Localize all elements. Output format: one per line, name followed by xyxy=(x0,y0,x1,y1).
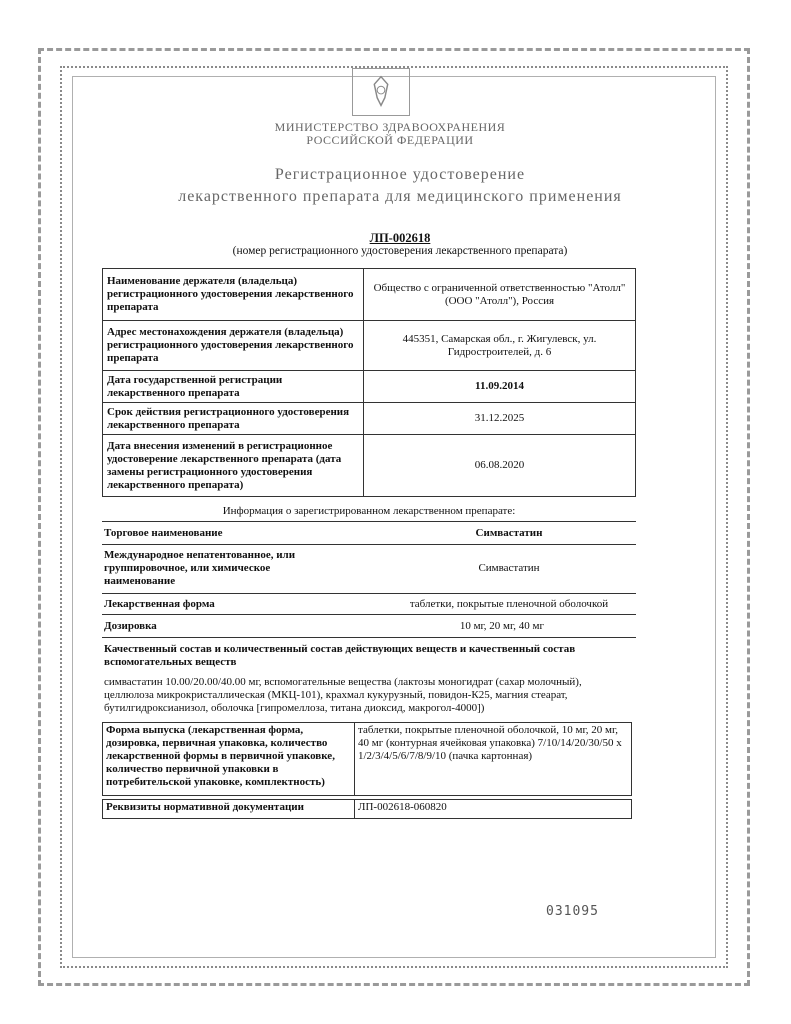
ministry-line-2: РОССИЙСКОЙ ФЕДЕРАЦИИ xyxy=(306,133,474,147)
divider xyxy=(102,544,636,545)
change-date-label: Дата внесения изменений в регистрационное удостоверение лекарственного препарата (дата замены регистрационного удостоверения лекарственного препарата) xyxy=(103,435,364,497)
release-value: таблетки, покрытые пленочной оболочкой, 10 мг, 20 мг, 40 мг (контурная ячейковая упаковка) 7/10/14/20/30/50 x 1/2/3/4/5/6/7/8/9/10 (пачка картонная) xyxy=(354,722,632,796)
form-label: Лекарственная форма xyxy=(104,598,215,610)
coat-of-arms-emblem xyxy=(352,68,410,116)
release-label: Форма выпуска (лекарственная форма, дозировка, первичная упаковка, количество лекарственной формы в первичной упаковке, количество первичной упаковки в потребительской упаковке, комплектность) xyxy=(102,722,355,796)
registration-date-value: 11.09.2014 xyxy=(364,371,636,403)
certificate-title xyxy=(100,164,700,208)
divider xyxy=(102,614,636,615)
holder-name-value: Общество с ограниченной ответственностью "Атолл" (ООО "Атолл"), Россия xyxy=(364,269,636,321)
composition-value: симвастатин 10.00/20.00/40.00 мг, вспомогательные вещества (лактозы моногидрат (сахар молочный), целлюлоза микрокристаллическая (МКЦ-101), крахмал кукурузный, повидон-К25, магния стеарат, бутилгидроксианизол, оболочка [гипромеллоза, титана диоксид, макрогол-4000]) xyxy=(104,676,582,714)
form-serial-number: 031095 xyxy=(546,904,599,919)
dosage-label: Дозировка xyxy=(104,620,157,632)
table-row xyxy=(103,269,636,321)
holder-name-label: Наименование держателя (владельца) регистрационного удостоверения лекарственного препарата xyxy=(103,269,364,321)
registration-date-label: Дата государственной регистрации лекарственного препарата xyxy=(103,371,364,403)
change-date-value: 06.08.2020 xyxy=(364,435,636,497)
table-row xyxy=(103,321,636,371)
holder-address-value: 445351, Самарская обл., г. Жигулевск, ул. Гидростроителей, д. 6 xyxy=(364,321,636,371)
drug-info-caption: Информация о зарегистрированном лекарственном препарате: xyxy=(222,505,516,517)
trade-name-label: Торговое наименование xyxy=(104,527,223,539)
table-row xyxy=(103,371,636,403)
trade-name-value: Симвастатин xyxy=(475,527,543,539)
registration-number-caption: (номер регистрационного удостоверения лекарственного препарата) xyxy=(232,245,568,257)
validity-label: Срок действия регистрационного удостоверения лекарственного препарата xyxy=(103,403,364,435)
dosage-value: 10 мг, 20 мг, 40 мг xyxy=(459,620,544,632)
certificate-border-line xyxy=(72,76,716,958)
table-row xyxy=(103,403,636,435)
table-row xyxy=(103,435,636,497)
docs-value: ЛП-002618-060820 xyxy=(354,799,632,819)
holder-table xyxy=(102,268,636,497)
divider xyxy=(102,521,636,522)
ministry-line-1: МИНИСТЕРСТВО ЗДРАВООХРАНЕНИЯ xyxy=(274,120,506,134)
certificate-title-line-1: Регистрационное удостоверение xyxy=(274,166,526,183)
form-value: таблетки, покрытые пленочной оболочкой xyxy=(409,598,609,610)
composition-label: Качественный состав и количественный состав действующих веществ и качественный состав вспомогательных веществ xyxy=(104,643,576,668)
registration-number: ЛП-002618 xyxy=(369,231,431,245)
divider xyxy=(102,637,636,638)
validity-value: 31.12.2025 xyxy=(364,403,636,435)
inn-value: Симвастатин xyxy=(478,562,540,574)
ministry-heading xyxy=(200,121,580,147)
inn-label: Международное непатентованное, или группировочное, или химическое наименование xyxy=(104,549,296,587)
divider xyxy=(102,593,636,594)
docs-label: Реквизиты нормативной документации xyxy=(102,799,355,819)
certificate-title-line-2: лекарственного препарата для медицинского применения xyxy=(178,188,622,205)
holder-address-label: Адрес местонахождения держателя (владельца) регистрационного удостоверения лекарственного препарата xyxy=(103,321,364,371)
